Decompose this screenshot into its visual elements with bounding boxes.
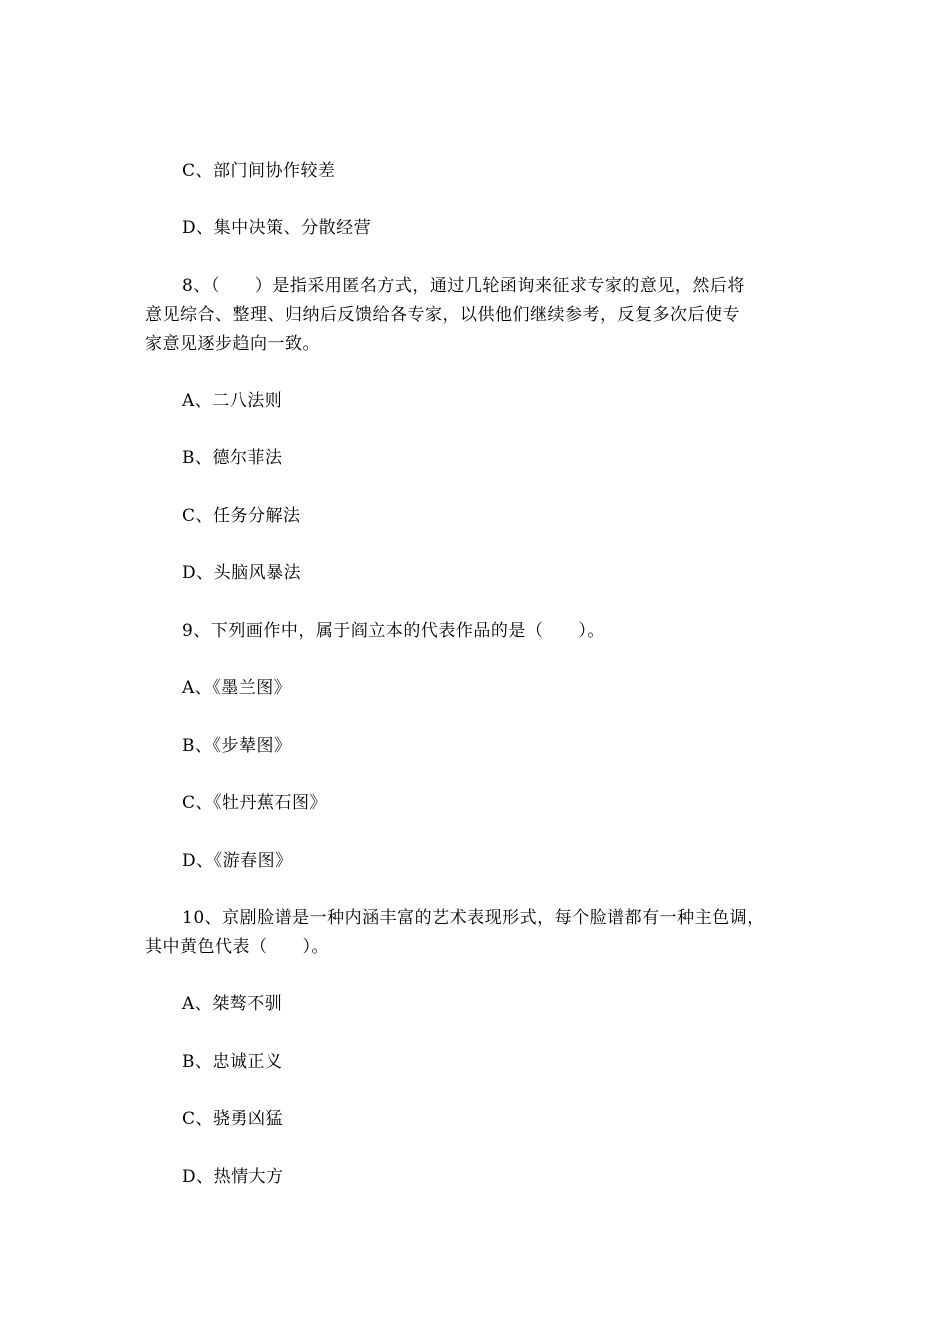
q10-option-d: D、热情大方 xyxy=(182,1167,284,1187)
q9-stem-line-1: 9、下列画作中，属于阎立本的代表作品的是（ ）。 xyxy=(182,621,605,641)
q7-option-c: C、部门间协作较差 xyxy=(182,161,336,181)
q10-stem-line-2: 其中黄色代表（ ）。 xyxy=(145,937,329,957)
q9-option-d: D、《游春图》 xyxy=(182,851,293,871)
q7-option-d: D、集中决策、分散经营 xyxy=(182,218,372,238)
q10-option-a: A、桀骜不驯 xyxy=(182,994,283,1014)
q8-option-a: A、二八法则 xyxy=(182,391,283,411)
q10-option-c: C、骁勇凶猛 xyxy=(182,1109,284,1129)
q10-option-b: B、忠诚正义 xyxy=(182,1052,283,1072)
q8-stem-line-1: 8、（ ）是指采用匿名方式，通过几轮函询来征求专家的意见，然后将 xyxy=(182,276,745,296)
q8-stem-line-3: 家意见逐步趋向一致。 xyxy=(145,334,320,354)
q10-stem-line-1: 10、京剧脸谱是一种内涵丰富的艺术表现形式，每个脸谱都有一种主色调， xyxy=(182,908,765,928)
q8-option-c: C、任务分解法 xyxy=(182,506,301,526)
q8-stem-line-2: 意见综合、整理、归纳后反馈给各专家，以供他们继续参考，反复多次后使专 xyxy=(145,305,740,325)
q9-option-c: C、《牡丹蕉石图》 xyxy=(182,793,328,813)
q8-option-d: D、头脑风暴法 xyxy=(182,563,302,583)
q8-option-b: B、德尔菲法 xyxy=(182,448,283,468)
q9-option-b: B、《步辇图》 xyxy=(182,736,292,756)
q9-option-a: A、《墨兰图》 xyxy=(182,678,292,698)
